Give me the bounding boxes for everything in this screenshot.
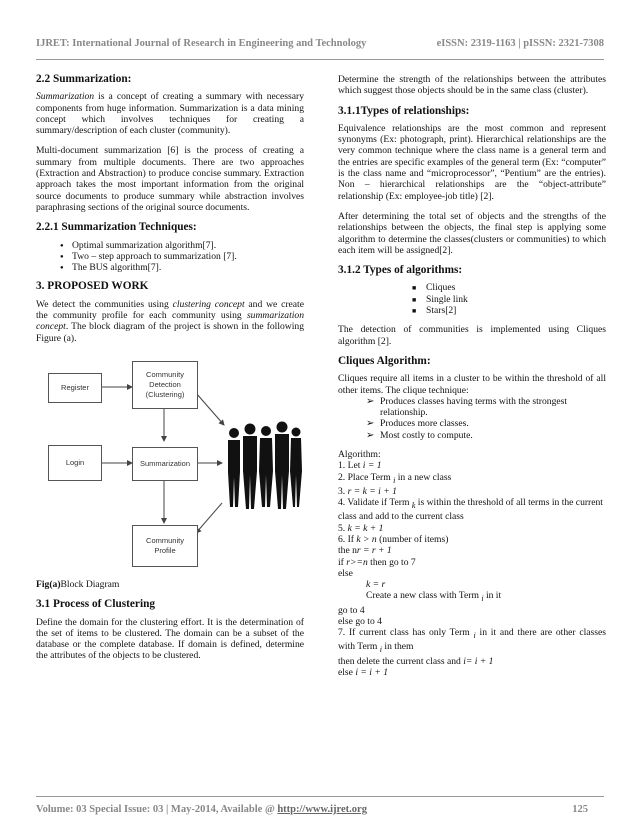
register-box [48,373,102,403]
text: then go to 7 [367,556,416,568]
text: 5. [338,522,348,534]
section-3-1-title: 3.1 Process of Clustering [36,598,156,611]
section-2-2-1-title: 2.2.1 Summarization Techniques: [36,221,197,234]
journal-link[interactable]: http://www.ijret.org [277,804,367,815]
algorithm-step [338,534,606,545]
people-silhouettes [228,421,302,509]
person-icon [243,423,257,509]
algorithm-step [338,460,606,471]
text: 1. Let [338,460,363,472]
community-detection-box [132,361,198,409]
math: k [411,501,416,511]
algorithm-heading: Algorithm: [338,449,381,461]
text: the n [338,545,357,557]
math: k > n [356,533,377,545]
algorithm-step [338,545,606,556]
volume-text: Volume: 03 Special Issue: 03 | May-2014, Available @ [36,804,278,815]
list-item: ➢ Produces classes having terms with the strongest relationship. [338,396,606,419]
text: 4. Validate if Term [338,497,412,509]
text: Create a new class with Term [366,590,482,602]
section-3-1-1-title: 3.1.1Types of relationships: [338,104,470,117]
text: else [338,666,356,678]
page-number: 125 [572,804,588,815]
algorithm-step [338,523,606,534]
math: i [393,475,396,485]
cliques-title: Cliques Algorithm: [338,354,431,367]
text: in it and there are other classes with Term [338,627,606,653]
section-3-1-2-title: 3.1.2 Types of algorithms: [338,264,463,277]
algorithm-step [338,579,606,590]
list-item: ■ Cliques [338,282,606,293]
caption-text: Block Diagram [60,578,120,590]
text: is within the threshold of all terms in the current class and add to the current class [338,497,603,523]
summarization-label: Summarization [139,458,191,468]
algorithm-step: else go to 4 [338,615,382,627]
person-icon [275,421,289,509]
algorithm-step [338,656,606,667]
person-icon [228,428,240,507]
emph-text: summarization concept [36,310,304,333]
algorithm-step: else [338,567,353,579]
math: i [473,631,476,641]
text: in a new class [395,471,452,483]
text: 7. If current class has only Term [338,627,474,639]
math: k = r [366,579,386,591]
text: in it [483,590,502,602]
footer-volume [36,804,367,815]
text: then delete the current class and [338,655,464,667]
math: k = k + 1 [347,522,384,534]
detection-label-line2: Detection [149,379,181,389]
text: and we create the community profile for each community using [36,298,304,322]
person-icon [259,426,273,507]
figure-caption [36,579,304,590]
paragraph [36,299,304,344]
profile-label-line1: Community [146,535,184,545]
text: 2. Place Term [338,471,394,483]
text: in them [382,641,414,653]
list-item: ■ Stars[2] [338,305,606,316]
algorithms-list [338,282,606,316]
text: 6. If [338,533,357,545]
list-item: ➢ Produces more classes. [338,418,606,429]
left-column [36,74,304,671]
login-label: Login [65,457,85,467]
algorithm-step [338,497,606,523]
paragraph: After determining the total set of objects and the strengths of the relationships between the objects, the final step is applying some algorithm to determine the classes(clusters or communities) to which each item will be assigned[2]. [338,210,606,256]
text: . The block diagram of the project is shown in the following Figure (a). [36,321,304,344]
section-2-2-title: 2.2 Summarization: [36,73,132,85]
profile-label-line2: Profile [154,545,176,555]
footer-rule [36,796,604,797]
techniques-list [36,240,304,274]
math: r>=n [346,556,368,568]
emph-text: clustering concept [172,298,245,310]
algorithm-step [338,667,606,678]
algorithm-step [338,472,606,486]
list-item: ● Two – step approach to summarization [7]. [36,251,304,262]
paragraph: Cliques require all items in a cluster to be within the threshold of all other items. The clique technique: [338,373,606,396]
text: if [338,556,347,568]
text: is a concept of creating a summary with necessary components from huge information. Summarization is a data mining concept which involves techniques for creating a summary/description of each cluster (community). [36,91,304,137]
math: i [379,645,383,655]
detection-label-line3: (Clustering) [145,389,185,399]
text: We detect the communities using [36,298,173,310]
journal-title: IJRET: International Journal of Research in Engineering and Technology [36,38,367,49]
paragraph [36,91,304,136]
clique-points-list [338,396,606,441]
right-column [338,74,606,678]
caption-label: Fig(a) [36,578,61,590]
list-item: ■ Single link [338,294,606,305]
text: 3. [338,485,348,497]
text: (number of items) [376,533,449,545]
section-3-title: 3. PROPOSED WORK [36,280,149,293]
emph-text: Summarization [36,91,95,103]
arrow-detection-users [196,393,224,425]
algorithm-step [338,486,606,497]
paragraph: Multi-document summarization [6] is the process of creating a summary from multiple documents. There are two approaches (Extraction and Abstraction) to produce concise summary. Extraction approach takes the most important information from the original source documents to produce summary while abstraction involves paraphrasing sections of the original source documents. [36,145,304,213]
issn: eISSN: 2319-1163 | pISSN: 2321-7308 [436,38,604,49]
arrow-users-profile [196,503,222,533]
register-label: Register [61,382,89,392]
login-box [48,445,102,481]
detection-label-line1: Community [146,369,184,379]
paragraph: Equivalence relationships are the most common and represent synonyms (Ex: photograph, print). Hierarchical relationships are the very common technique where the class name is a general term and the entries are specific examples of the general term (Ex: “computer” is the class name and “microprocessor”, “Pentium” are the entries). Non – hierarchical relationships are the “object-attribute” relationship (Ex: employee-job title) [2]. [338,122,606,202]
list-item: ● The BUS algorithm[7]. [36,262,304,273]
paragraph: Determine the strength of the relationships between the attributes which suggest those objects should be in the same class (cluster). [338,74,606,97]
math: i= i + 1 [463,655,494,667]
community-profile-box [132,525,198,567]
list-item: ➢ Most costly to compute. [338,430,606,441]
math: r = k = i + 1 [347,485,397,497]
math: i = i + 1 [355,666,388,678]
math: i [481,594,484,604]
algorithm-step: go to 4 [338,604,365,616]
summarization-box [132,447,198,481]
algorithm-step [338,627,606,655]
math: r = r + 1 [356,545,392,557]
list-item: ● Optimal summarization algorithm[7]. [36,240,304,251]
algorithm-step [338,590,606,604]
block-diagram [36,353,304,575]
header-rule [36,59,604,60]
person-icon [290,427,302,507]
algorithm-block [338,449,606,678]
paragraph: Define the domain for the clustering effort. It is the determination of the set of items to be clustered. The domain can be a subset of the database or the complete database. If domain is defined, determine the attributes of the objects to be clustered. [36,616,304,662]
math: i = 1 [362,460,382,472]
paragraph: The detection of communities is implemented using Cliques algorithm [2]. [338,324,606,347]
algorithm-step [338,557,606,568]
